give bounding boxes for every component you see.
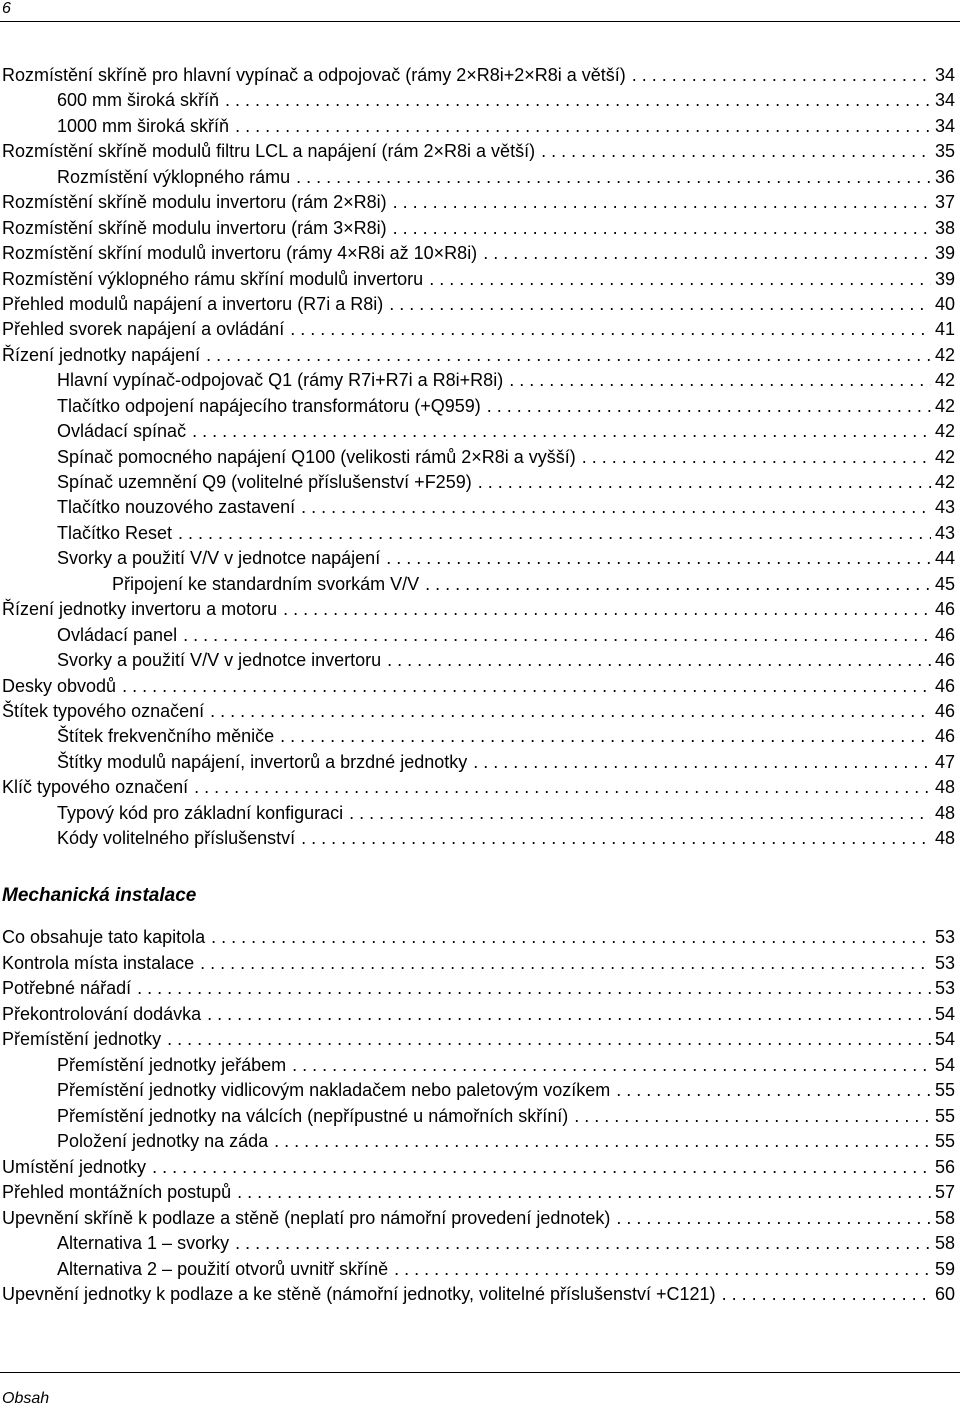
toc-entry-title: Ovládací spínač bbox=[57, 421, 187, 442]
toc-entry-page: 34 bbox=[934, 90, 955, 111]
toc-entry-title: Potřebné nářadí bbox=[2, 978, 132, 998]
toc-entry-title: Kontrola místa instalace bbox=[2, 952, 195, 973]
toc-entry-page: 58 bbox=[934, 1207, 955, 1228]
dot-leader bbox=[183, 623, 931, 648]
toc-entry-title: Rozmístění skříně modulů filtru LCL a napájení (rám 2×R8i a větší) bbox=[2, 141, 536, 162]
toc-entry-page: 34 bbox=[934, 65, 955, 85]
dot-leader bbox=[509, 368, 931, 393]
dot-leader bbox=[429, 267, 931, 292]
header-rule bbox=[0, 21, 960, 22]
toc-entry-title: Hlavní vypínač-odpojovač Q1 (rámy R7i+R7i a R8i+R8i) bbox=[57, 370, 504, 391]
toc-entry-page: 45 bbox=[934, 573, 955, 594]
toc-entry[interactable] bbox=[0, 63, 955, 88]
toc-entry-page: 55 bbox=[934, 1080, 955, 1100]
toc-entry-page: 53 bbox=[934, 927, 955, 947]
dot-leader bbox=[274, 1129, 931, 1154]
dot-leader bbox=[349, 801, 931, 826]
dot-leader bbox=[487, 394, 931, 419]
toc-entry-title: Tlačítko nouzového zastavení bbox=[57, 497, 296, 518]
dot-leader bbox=[722, 1282, 931, 1307]
toc-entry[interactable] bbox=[0, 190, 955, 215]
dot-leader bbox=[616, 1078, 931, 1103]
dot-leader bbox=[616, 1206, 931, 1231]
dot-leader bbox=[574, 1104, 931, 1129]
toc-entry-page: 48 bbox=[934, 777, 955, 798]
toc-entry-title: Umístění jednotky bbox=[2, 1156, 147, 1177]
toc-list-1 bbox=[0, 63, 955, 852]
toc-entry[interactable] bbox=[0, 546, 955, 571]
dot-leader bbox=[283, 597, 931, 622]
toc-entry[interactable] bbox=[0, 623, 955, 648]
dot-leader bbox=[394, 1257, 931, 1282]
dot-leader bbox=[393, 216, 931, 241]
dot-leader bbox=[582, 445, 931, 470]
toc-entry-page: 48 bbox=[934, 802, 955, 823]
dot-leader bbox=[137, 976, 931, 1001]
toc-entry[interactable] bbox=[0, 165, 955, 190]
dot-leader bbox=[473, 750, 931, 775]
toc-entry-title: Svorky a použití V/V v jednotce invertoru bbox=[57, 650, 382, 671]
toc-entry-title: Rozmístění skříní modulů invertoru (rámy 4×R8i až 10×R8i) bbox=[2, 243, 478, 264]
toc-entry[interactable] bbox=[0, 826, 955, 851]
toc-entry-page: 57 bbox=[934, 1182, 955, 1202]
toc-entry-page: 53 bbox=[934, 952, 955, 973]
toc-entry-title: Přehled montážních postupů bbox=[2, 1182, 232, 1202]
dot-leader bbox=[389, 292, 931, 317]
toc-entry[interactable] bbox=[0, 495, 955, 520]
toc-entry-title: 600 mm široká skříň bbox=[57, 90, 220, 111]
toc-entry[interactable] bbox=[0, 775, 955, 800]
toc-entry-title: Štítek typového označení bbox=[2, 700, 205, 721]
toc-entry[interactable] bbox=[0, 572, 955, 597]
dot-leader bbox=[541, 139, 931, 164]
toc-entry-title: Položení jednotky na záda bbox=[57, 1131, 269, 1151]
toc-entry-page: 41 bbox=[934, 319, 955, 340]
toc-entry-title: Štítky modulů napájení, invertorů a brzdné jednotky bbox=[57, 751, 468, 772]
section-heading: Mechanická instalace bbox=[2, 885, 197, 906]
toc-entry-page: 42 bbox=[934, 472, 955, 492]
toc-entry-title: Přehled modulů napájení a invertoru (R7i a R8i) bbox=[2, 293, 384, 314]
toc-entry-page: 46 bbox=[934, 675, 955, 696]
footer-label: Obsah bbox=[2, 1390, 50, 1407]
toc-entry-title: Štítek frekvenčního měniče bbox=[57, 726, 275, 747]
toc-entry[interactable] bbox=[0, 241, 955, 266]
toc-entry-title: Řízení jednotky napájení bbox=[2, 344, 201, 365]
toc-entry[interactable] bbox=[0, 1180, 955, 1206]
toc-entry-page: 60 bbox=[934, 1284, 955, 1304]
toc-entry-page: 42 bbox=[934, 344, 955, 365]
toc-entry-page: 58 bbox=[934, 1233, 955, 1253]
toc-entry-page: 44 bbox=[934, 548, 955, 569]
toc-entry[interactable] bbox=[0, 1231, 955, 1257]
dot-leader bbox=[122, 674, 931, 699]
toc-entry-title: Přemístění jednotky jeřábem bbox=[57, 1054, 287, 1075]
toc-entry[interactable] bbox=[0, 394, 955, 419]
toc-entry-title: Upevnění skříně k podlaze a stěně (neplatí pro námořní provedení jednotek) bbox=[2, 1207, 611, 1228]
dot-leader bbox=[237, 1180, 931, 1205]
dot-leader bbox=[425, 572, 931, 597]
dot-leader bbox=[235, 114, 931, 139]
toc-entry-title: Svorky a použití V/V v jednotce napájení bbox=[57, 548, 381, 569]
toc-entry-page: 38 bbox=[934, 217, 955, 238]
toc-entry[interactable] bbox=[0, 88, 955, 113]
dot-leader bbox=[290, 317, 931, 342]
dot-leader bbox=[280, 724, 931, 749]
toc-entry-page: 53 bbox=[934, 978, 955, 998]
toc-entry-title: Řízení jednotky invertoru a motoru bbox=[2, 599, 278, 620]
toc-entry-page: 55 bbox=[934, 1105, 955, 1126]
toc-entry[interactable] bbox=[0, 445, 955, 470]
toc-entry-page: 46 bbox=[934, 650, 955, 671]
toc-entry-page: 54 bbox=[934, 1054, 955, 1075]
toc-entry-page: 34 bbox=[934, 115, 955, 136]
toc-entry[interactable] bbox=[0, 114, 955, 139]
toc-entry[interactable] bbox=[0, 674, 955, 699]
toc-entry[interactable] bbox=[0, 976, 955, 1002]
toc-entry[interactable] bbox=[0, 343, 955, 368]
toc-entry[interactable] bbox=[0, 470, 955, 495]
toc-entry[interactable] bbox=[0, 139, 955, 164]
toc-entry[interactable] bbox=[0, 801, 955, 826]
dot-leader bbox=[210, 699, 931, 724]
toc-entry-page: 54 bbox=[934, 1003, 955, 1024]
toc-entry-title: Rozmístění skříně modulu invertoru (rám 2×R8i) bbox=[2, 192, 387, 213]
toc-entry-title: Rozmístění skříně pro hlavní vypínač a odpojovač (rámy 2×R8i+2×R8i a větší) bbox=[2, 65, 626, 85]
toc-entry[interactable] bbox=[0, 368, 955, 393]
toc-entry-title: Klíč typového označení bbox=[2, 777, 189, 798]
toc-entry-page: 46 bbox=[934, 599, 955, 620]
toc-entry-page: 39 bbox=[934, 243, 955, 264]
toc-entry[interactable] bbox=[0, 699, 955, 724]
dot-leader bbox=[387, 648, 931, 673]
toc-entry-title: Ovládací panel bbox=[57, 624, 178, 645]
dot-leader bbox=[386, 546, 931, 571]
toc-entry[interactable] bbox=[0, 1027, 955, 1053]
dot-leader bbox=[292, 1053, 931, 1078]
toc-entry[interactable] bbox=[0, 1155, 955, 1181]
toc-entry-title: Přemístění jednotky vidlicovým nakladačem nebo paletovým vozíkem bbox=[57, 1080, 611, 1100]
dot-leader bbox=[211, 925, 931, 950]
dot-leader bbox=[301, 495, 931, 520]
dot-leader bbox=[194, 775, 931, 800]
toc-entry[interactable] bbox=[0, 724, 955, 749]
toc-entry[interactable] bbox=[0, 597, 955, 622]
dot-leader bbox=[192, 419, 931, 444]
toc-entry-title: Rozmístění výklopného rámu bbox=[57, 166, 291, 187]
toc-entry-page: 42 bbox=[934, 395, 955, 416]
toc-entry-title: Kódy volitelného příslušenství bbox=[57, 828, 296, 849]
dot-leader bbox=[178, 521, 931, 546]
toc-entry-title: Desky obvodů bbox=[2, 675, 117, 696]
dot-leader bbox=[632, 63, 931, 88]
toc-entry-page: 43 bbox=[934, 522, 955, 543]
toc-entry-title: Přehled svorek napájení a ovládání bbox=[2, 319, 285, 340]
toc-entry-page: 46 bbox=[934, 700, 955, 721]
toc-entry-title: Alternativa 1 – svorky bbox=[57, 1233, 230, 1253]
dot-leader bbox=[200, 951, 931, 976]
dot-leader bbox=[225, 88, 931, 113]
toc-entry-title: Typový kód pro základní konfiguraci bbox=[57, 802, 344, 823]
toc-entry-page: 42 bbox=[934, 421, 955, 442]
toc-entry[interactable] bbox=[0, 951, 955, 977]
toc-entry-page: 47 bbox=[934, 751, 955, 772]
toc-entry-page: 40 bbox=[934, 293, 955, 314]
footer-rule bbox=[0, 1372, 960, 1373]
toc-entry-title: Spínač uzemnění Q9 (volitelné příslušenství +F259) bbox=[57, 472, 472, 492]
toc-entry-page: 43 bbox=[934, 497, 955, 518]
toc-entry-title: Přemístění jednotky na válcích (nepřípustné u námořních skříní) bbox=[57, 1105, 569, 1126]
toc-entry[interactable] bbox=[0, 1257, 955, 1283]
toc-entry[interactable] bbox=[0, 648, 955, 673]
toc-entry[interactable] bbox=[0, 521, 955, 546]
toc-entry-page: 48 bbox=[934, 828, 955, 849]
toc-entry-page: 35 bbox=[934, 141, 955, 162]
toc-entry-title: Tlačítko odpojení napájecího transformátoru (+Q959) bbox=[57, 395, 481, 416]
toc-entry[interactable] bbox=[0, 292, 955, 317]
toc-entry-title: Připojení ke standardním svorkám V/V bbox=[112, 573, 420, 594]
toc-entry-page: 46 bbox=[934, 624, 955, 645]
toc-entry-title: Tlačítko Reset bbox=[57, 522, 173, 543]
toc-entry-title: Překontrolování dodávka bbox=[2, 1003, 202, 1024]
toc-entry[interactable] bbox=[0, 216, 955, 241]
dot-leader bbox=[167, 1027, 931, 1052]
dot-leader bbox=[207, 1002, 931, 1027]
toc-entry[interactable] bbox=[0, 1206, 955, 1232]
toc-entry[interactable] bbox=[0, 1078, 955, 1104]
page-number: 6 bbox=[2, 0, 11, 17]
toc-entry-page: 54 bbox=[934, 1029, 955, 1049]
toc-entry-page: 55 bbox=[934, 1131, 955, 1151]
toc-entry-title: Alternativa 2 – použití otvorů uvnitř skříně bbox=[57, 1258, 389, 1279]
dot-leader bbox=[152, 1155, 931, 1180]
toc-entry-title: Rozmístění skříně modulu invertoru (rám 3×R8i) bbox=[2, 217, 387, 238]
toc-entry-page: 37 bbox=[934, 192, 955, 213]
toc-entry[interactable] bbox=[0, 1053, 955, 1079]
dot-leader bbox=[206, 343, 931, 368]
toc-entry-page: 42 bbox=[934, 446, 955, 467]
toc-entry-page: 42 bbox=[934, 370, 955, 391]
toc-entry-title: Upevnění jednotky k podlaze a ke stěně (námořní jednotky, volitelné příslušenství +C121) bbox=[2, 1284, 716, 1304]
toc-entry[interactable] bbox=[0, 750, 955, 775]
toc-entry-title: Spínač pomocného napájení Q100 (velikosti rámů 2×R8i a vyšší) bbox=[57, 446, 576, 467]
dot-leader bbox=[296, 165, 931, 190]
toc-entry-page: 59 bbox=[934, 1258, 955, 1279]
toc-entry[interactable] bbox=[0, 1129, 955, 1155]
toc-entry-title: 1000 mm široká skříň bbox=[57, 115, 230, 136]
toc-entry-page: 56 bbox=[934, 1156, 955, 1177]
dot-leader bbox=[301, 826, 931, 851]
toc-entry[interactable] bbox=[0, 267, 955, 292]
toc-entry-page: 46 bbox=[934, 726, 955, 747]
toc-entry[interactable] bbox=[0, 317, 955, 342]
dot-leader bbox=[478, 470, 931, 495]
toc-entry-title: Rozmístění výklopného rámu skříní modulů invertoru bbox=[2, 268, 424, 289]
toc-entry-page: 36 bbox=[934, 166, 955, 187]
toc-entry-page: 39 bbox=[934, 268, 955, 289]
toc-entry[interactable] bbox=[0, 1282, 955, 1308]
toc-entry[interactable] bbox=[0, 1002, 955, 1028]
dot-leader bbox=[393, 190, 931, 215]
toc-entry-title: Co obsahuje tato kapitola bbox=[2, 927, 206, 947]
toc-entry[interactable] bbox=[0, 925, 955, 951]
toc-entry[interactable] bbox=[0, 1104, 955, 1130]
dot-leader bbox=[235, 1231, 931, 1256]
toc-list-2 bbox=[0, 925, 955, 1308]
toc-entry-title: Přemístění jednotky bbox=[2, 1029, 162, 1049]
toc-entry[interactable] bbox=[0, 419, 955, 444]
dot-leader bbox=[483, 241, 931, 266]
